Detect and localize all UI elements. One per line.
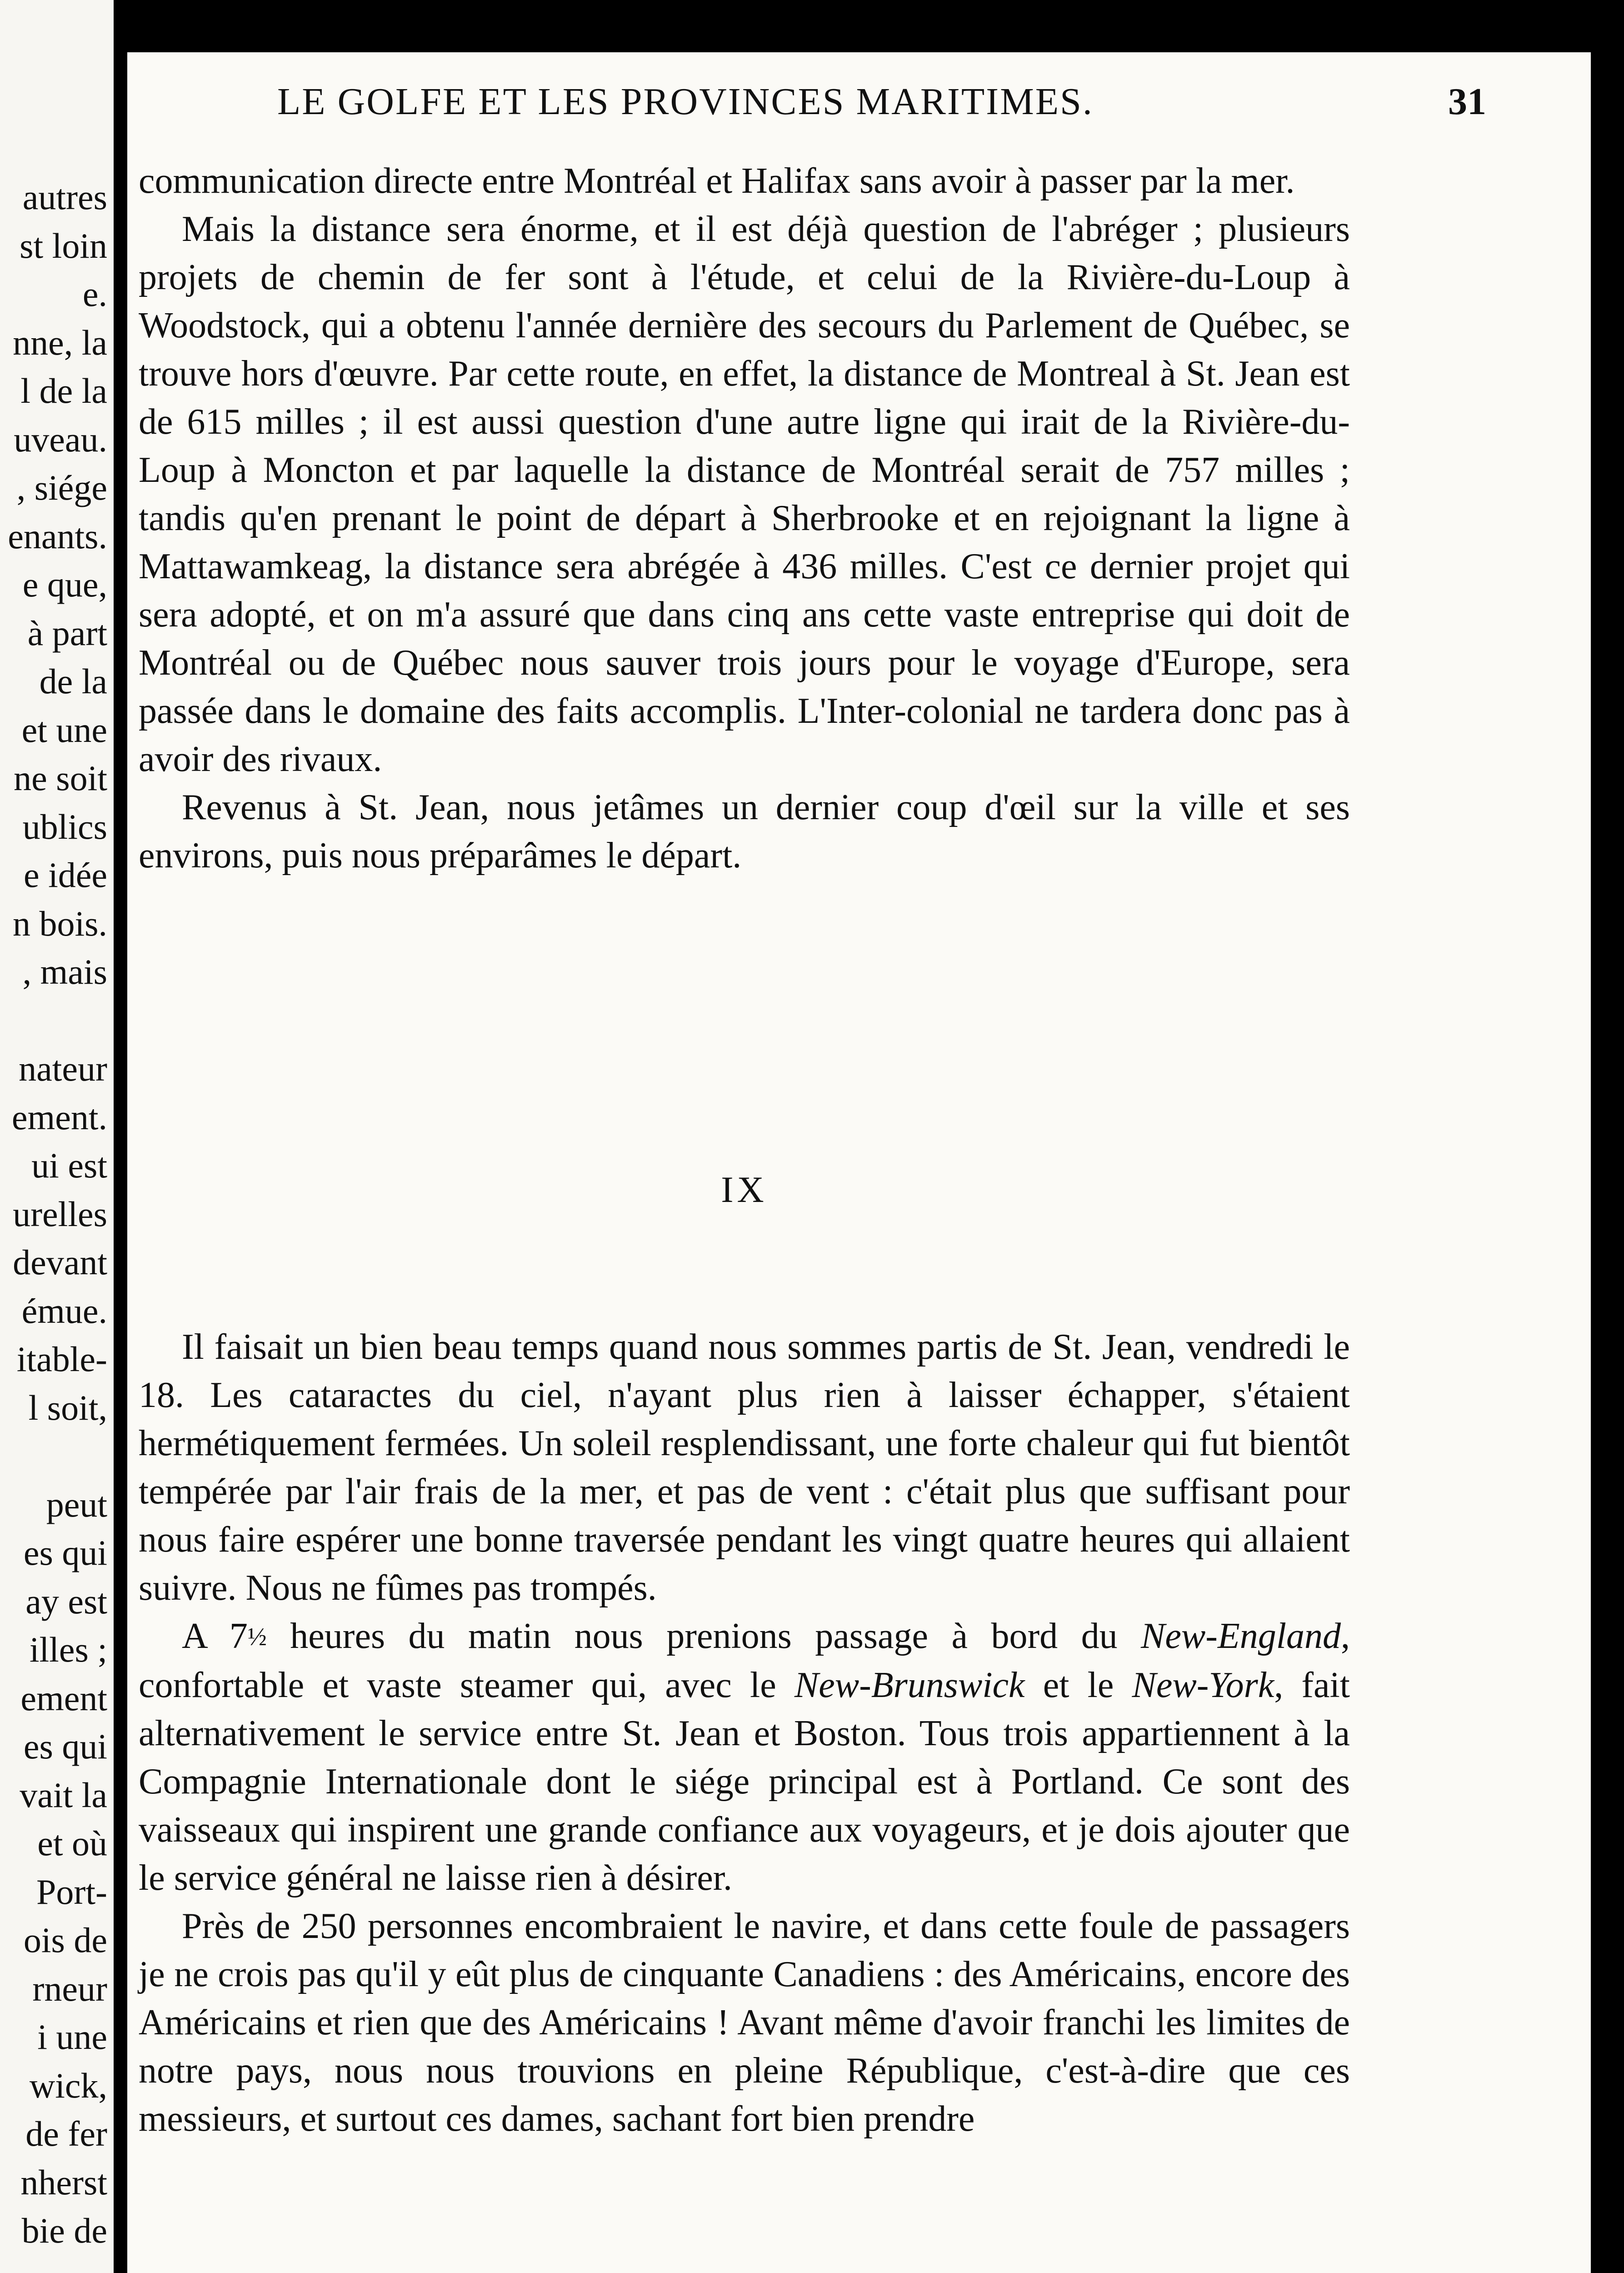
facing-page-line: vait la — [20, 1775, 107, 1815]
chapter-heading: IX — [721, 1169, 768, 1210]
facing-page-line: ui est — [31, 1146, 107, 1185]
facing-page-line: et une — [21, 710, 107, 750]
paragraph — [139, 1612, 1350, 1902]
facing-page-line: es qui — [23, 1727, 107, 1766]
facing-page-line: de la — [39, 661, 107, 701]
facing-page-line: ublics — [22, 806, 107, 846]
facing-page-line: itable- — [16, 1339, 107, 1379]
paragraph: Revenus à St. Jean, nous jetâmes un dernier coup d'œil sur la ville et ses environs, puis nous préparâmes le départ. — [139, 787, 1350, 876]
facing-page-line: l soit, — [28, 1387, 107, 1427]
facing-page-line: illes ; — [29, 1630, 107, 1669]
facing-page-line: es qui — [23, 1533, 107, 1572]
text-run: , fait alternativement le service entre St. Jean et Boston. Tous trois appartiennent à la Compagnie Internationale dont le siége principal est à Portland. Ce sont des vaisseaux qui inspirent une grande confiance aux voyageurs, et je dois ajouter que le service général ne laisse rien à désirer. — [139, 1665, 1350, 1898]
facing-page-line: nateur — [19, 1049, 107, 1088]
ship-name: New-York — [1132, 1665, 1274, 1705]
ship-name: New-Brunswick — [794, 1665, 1025, 1705]
facing-page-line: nherst — [20, 2162, 107, 2202]
facing-page-line: wick, — [29, 2065, 107, 2105]
facing-page-line: bie de — [21, 2211, 107, 2250]
facing-page-fragment — [0, 0, 114, 2273]
facing-page-line: autres — [22, 177, 107, 217]
paragraph: Près de 250 personnes encombraient le navire, et dans cette foule de passagers je ne crois pas qu'il y eût plus de cinquante Canadiens : des Américains, encore des Américains et rien que des Américains ! Avant même d'avoir franchi les limites de notre pays, nous nous trouvions en pleine République, c'est-à-dire que ces messieurs, et surtout ces dames, sachant fort bien prendre — [139, 1906, 1350, 2139]
paragraph: Il faisait un bien beau temps quand nous sommes partis de St. Jean, vendredi le 18. Les cataractes du ciel, n'ayant plus rien à laisser échapper, s'étaient hermétiquement fermées. Un soleil resplendissant, une forte chaleur qui fut bientôt tempérée par l'air frais de la mer, et pas de vent : c'était plus que suffisant pour nous faire espérer une bonne traversée pendant les vingt quatre heures qui allaient suivre. Nous ne fûmes pas trompés. — [139, 1327, 1350, 1608]
facing-page-line: ement — [20, 1678, 107, 1718]
book-gutter — [114, 0, 127, 2273]
facing-page-line: i une — [37, 2017, 107, 2057]
facing-page-line: ay est — [25, 1581, 107, 1621]
facing-page-line: peut — [46, 1484, 107, 1524]
facing-page-line: devant — [13, 1242, 107, 1282]
facing-page-line: e. — [82, 274, 107, 314]
facing-page-line: ois de — [23, 1920, 107, 1960]
ship-name: New-England — [1141, 1616, 1341, 1656]
running-head — [127, 80, 1591, 134]
facing-page-line: émue. — [21, 1291, 107, 1331]
facing-page-line: de fer — [25, 2114, 107, 2153]
scan-border-right — [1591, 0, 1624, 2273]
facing-page-line: , siége — [16, 468, 107, 507]
facing-page-line: e que, — [22, 565, 107, 604]
book-page — [127, 52, 1591, 2273]
facing-page-line: , mais — [22, 952, 107, 991]
scan-border-top — [127, 0, 1591, 52]
facing-page-line: ement. — [11, 1097, 107, 1137]
page-number: 31 — [1448, 80, 1486, 123]
facing-page-line: uveau. — [14, 419, 107, 459]
facing-page-line: l de la — [20, 371, 107, 411]
text-run: heures du matin nous prenions passage à bord du — [266, 1616, 1141, 1656]
facing-page-line: e idée — [23, 855, 107, 895]
section-one-text — [139, 157, 1350, 880]
paragraph-continued: communication directe entre Montréal et Halifax sans avoir à passer par la mer. — [139, 161, 1295, 201]
facing-page-line: st loin — [20, 225, 107, 265]
paragraph: Mais la distance sera énorme, et il est déjà question de l'abréger ; plusieurs projets de chemin de fer sont à l'étude, et celui de la Rivière-du-Loup à Woodstock, qui a obtenu l'année dernière des secours du Parlement de Québec, se trouve hors d'œuvre. Par cette route, en effet, la distance de Montreal à St. Jean est de 615 milles ; il est aussi question d'une autre ligne qui irait de la Rivière-du-Loup à Moncton et par laquelle la distance de Montréal serait de 757 milles ; tandis qu'en prenant le point de départ à Sherbrooke et en rejoignant la ligne à Mattawamkeag, la distance sera abrégée à 436 milles. C'est ce dernier projet qui sera adopté, et on m'a assuré que dans cinq ans cette vaste entreprise qui doit de Montréal ou de Québec nous sauver trois jours pour le voyage d'Europe, sera passée dans le domaine des faits accomplis. L'Inter-colonial ne tardera donc pas à avoir des rivaux. — [139, 209, 1350, 779]
running-title: LE GOLFE ET LES PROVINCES MARITIMES. — [277, 80, 1094, 123]
facing-page-line: nne, la — [13, 322, 107, 362]
facing-page-line: rneur — [32, 1968, 107, 2008]
fraction: ½ — [247, 1623, 267, 1651]
facing-page-line: Port- — [36, 1872, 107, 1912]
text-run: A 7 — [182, 1616, 248, 1656]
facing-page-line: à part — [27, 613, 107, 653]
facing-page-line: enants. — [8, 516, 107, 556]
facing-page-line: urelles — [13, 1194, 107, 1234]
text-run: et le — [1024, 1665, 1132, 1705]
section-two-text — [139, 1323, 1350, 2143]
facing-page-line: n bois. — [12, 903, 107, 943]
facing-page-line: ne soit — [14, 758, 107, 798]
facing-page-line: et où — [37, 1823, 107, 1863]
text-run: , confortable et vaste steamer qui, avec le — [139, 1616, 1350, 1705]
